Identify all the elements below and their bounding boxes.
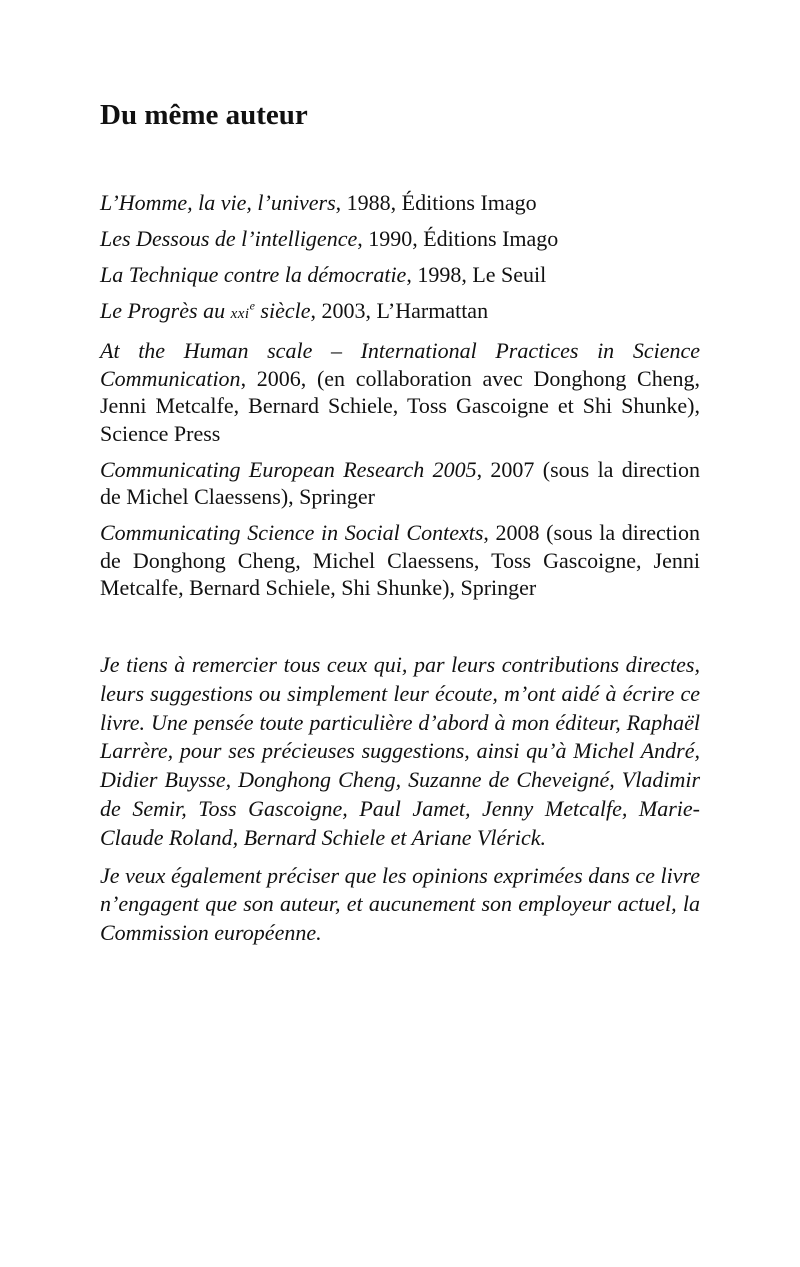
bibliography-entry	[100, 456, 700, 511]
work-title	[100, 298, 310, 323]
work-details: , 1990, Éditions Imago	[357, 226, 559, 251]
work-details: , 2006, (en collaboration avec Donghong Cheng, Jenni Metcalfe, Bernard Schiele, Toss Gascoigne et Shi Shunke), Science Press	[100, 365, 700, 446]
bibliography-entry	[100, 261, 700, 289]
work-title: At the Human scale – International Practices in Science Communication	[100, 338, 700, 391]
work-title: Communicating Science in Social Contexts	[100, 520, 484, 545]
acknowledgements	[100, 651, 700, 957]
bibliography-list	[100, 189, 700, 610]
work-details: , 1998, Le Seuil	[406, 262, 547, 287]
work-details: , 2007 (sous la direction de Michel Claessens), Springer	[100, 456, 700, 509]
work-title: Les Dessous de l’intelligence	[100, 226, 358, 251]
work-details: , 1988, Éditions Imago	[335, 190, 537, 215]
page-title: Du même auteur	[100, 99, 308, 131]
bibliography-entry	[100, 519, 700, 602]
acknowledgement-paragraph: Je tiens à remercier tous ceux qui, par leurs contributions directes, leurs suggestions ou simplement leur écoute, m’ont aidé à écrire ce livre. Une pensée toute particulière d’abord à mon éditeur, Raphaël Larrère, pour ses précieuses suggestions, ainsi qu’à Michel André, Didier Buysse, Donghong Cheng, Suzanne de Cheveigné, Vladimir de Semir, Toss Gascoigne, Paul Jamet, Jenny Metcalfe, Marie-Claude Roland, Bernard Schiele et Ariane Vlérick.	[100, 652, 700, 850]
century-numeral: xxi	[230, 306, 250, 322]
bibliography-entry	[100, 337, 700, 447]
acknowledgement-paragraph: Je veux également préciser que les opinions exprimées dans ce livre n’engagent que son auteur, et aucunement son employeur actuel, la Commission européenne.	[100, 862, 700, 946]
work-title: Communicating European Research 2005	[100, 456, 477, 482]
century-superscript: e	[249, 298, 255, 313]
bibliography-entry	[100, 297, 700, 329]
bibliography-entry	[100, 189, 700, 217]
bibliography-entry	[100, 225, 700, 253]
work-details: , 2003, L’Harmattan	[310, 298, 489, 323]
work-title-part: siècle	[254, 298, 311, 323]
work-title-part: Le Progrès au	[100, 298, 231, 323]
work-title: La Technique contre la démocratie	[100, 262, 407, 287]
work-title: L’Homme, la vie, l’univers	[100, 190, 336, 215]
work-details: , 2008 (sous la direction de Donghong Cheng, Michel Claessens, Toss Gascoigne, Jenni Metcalfe, Bernard Schiele, Shi Shunke), Springer	[100, 520, 700, 600]
